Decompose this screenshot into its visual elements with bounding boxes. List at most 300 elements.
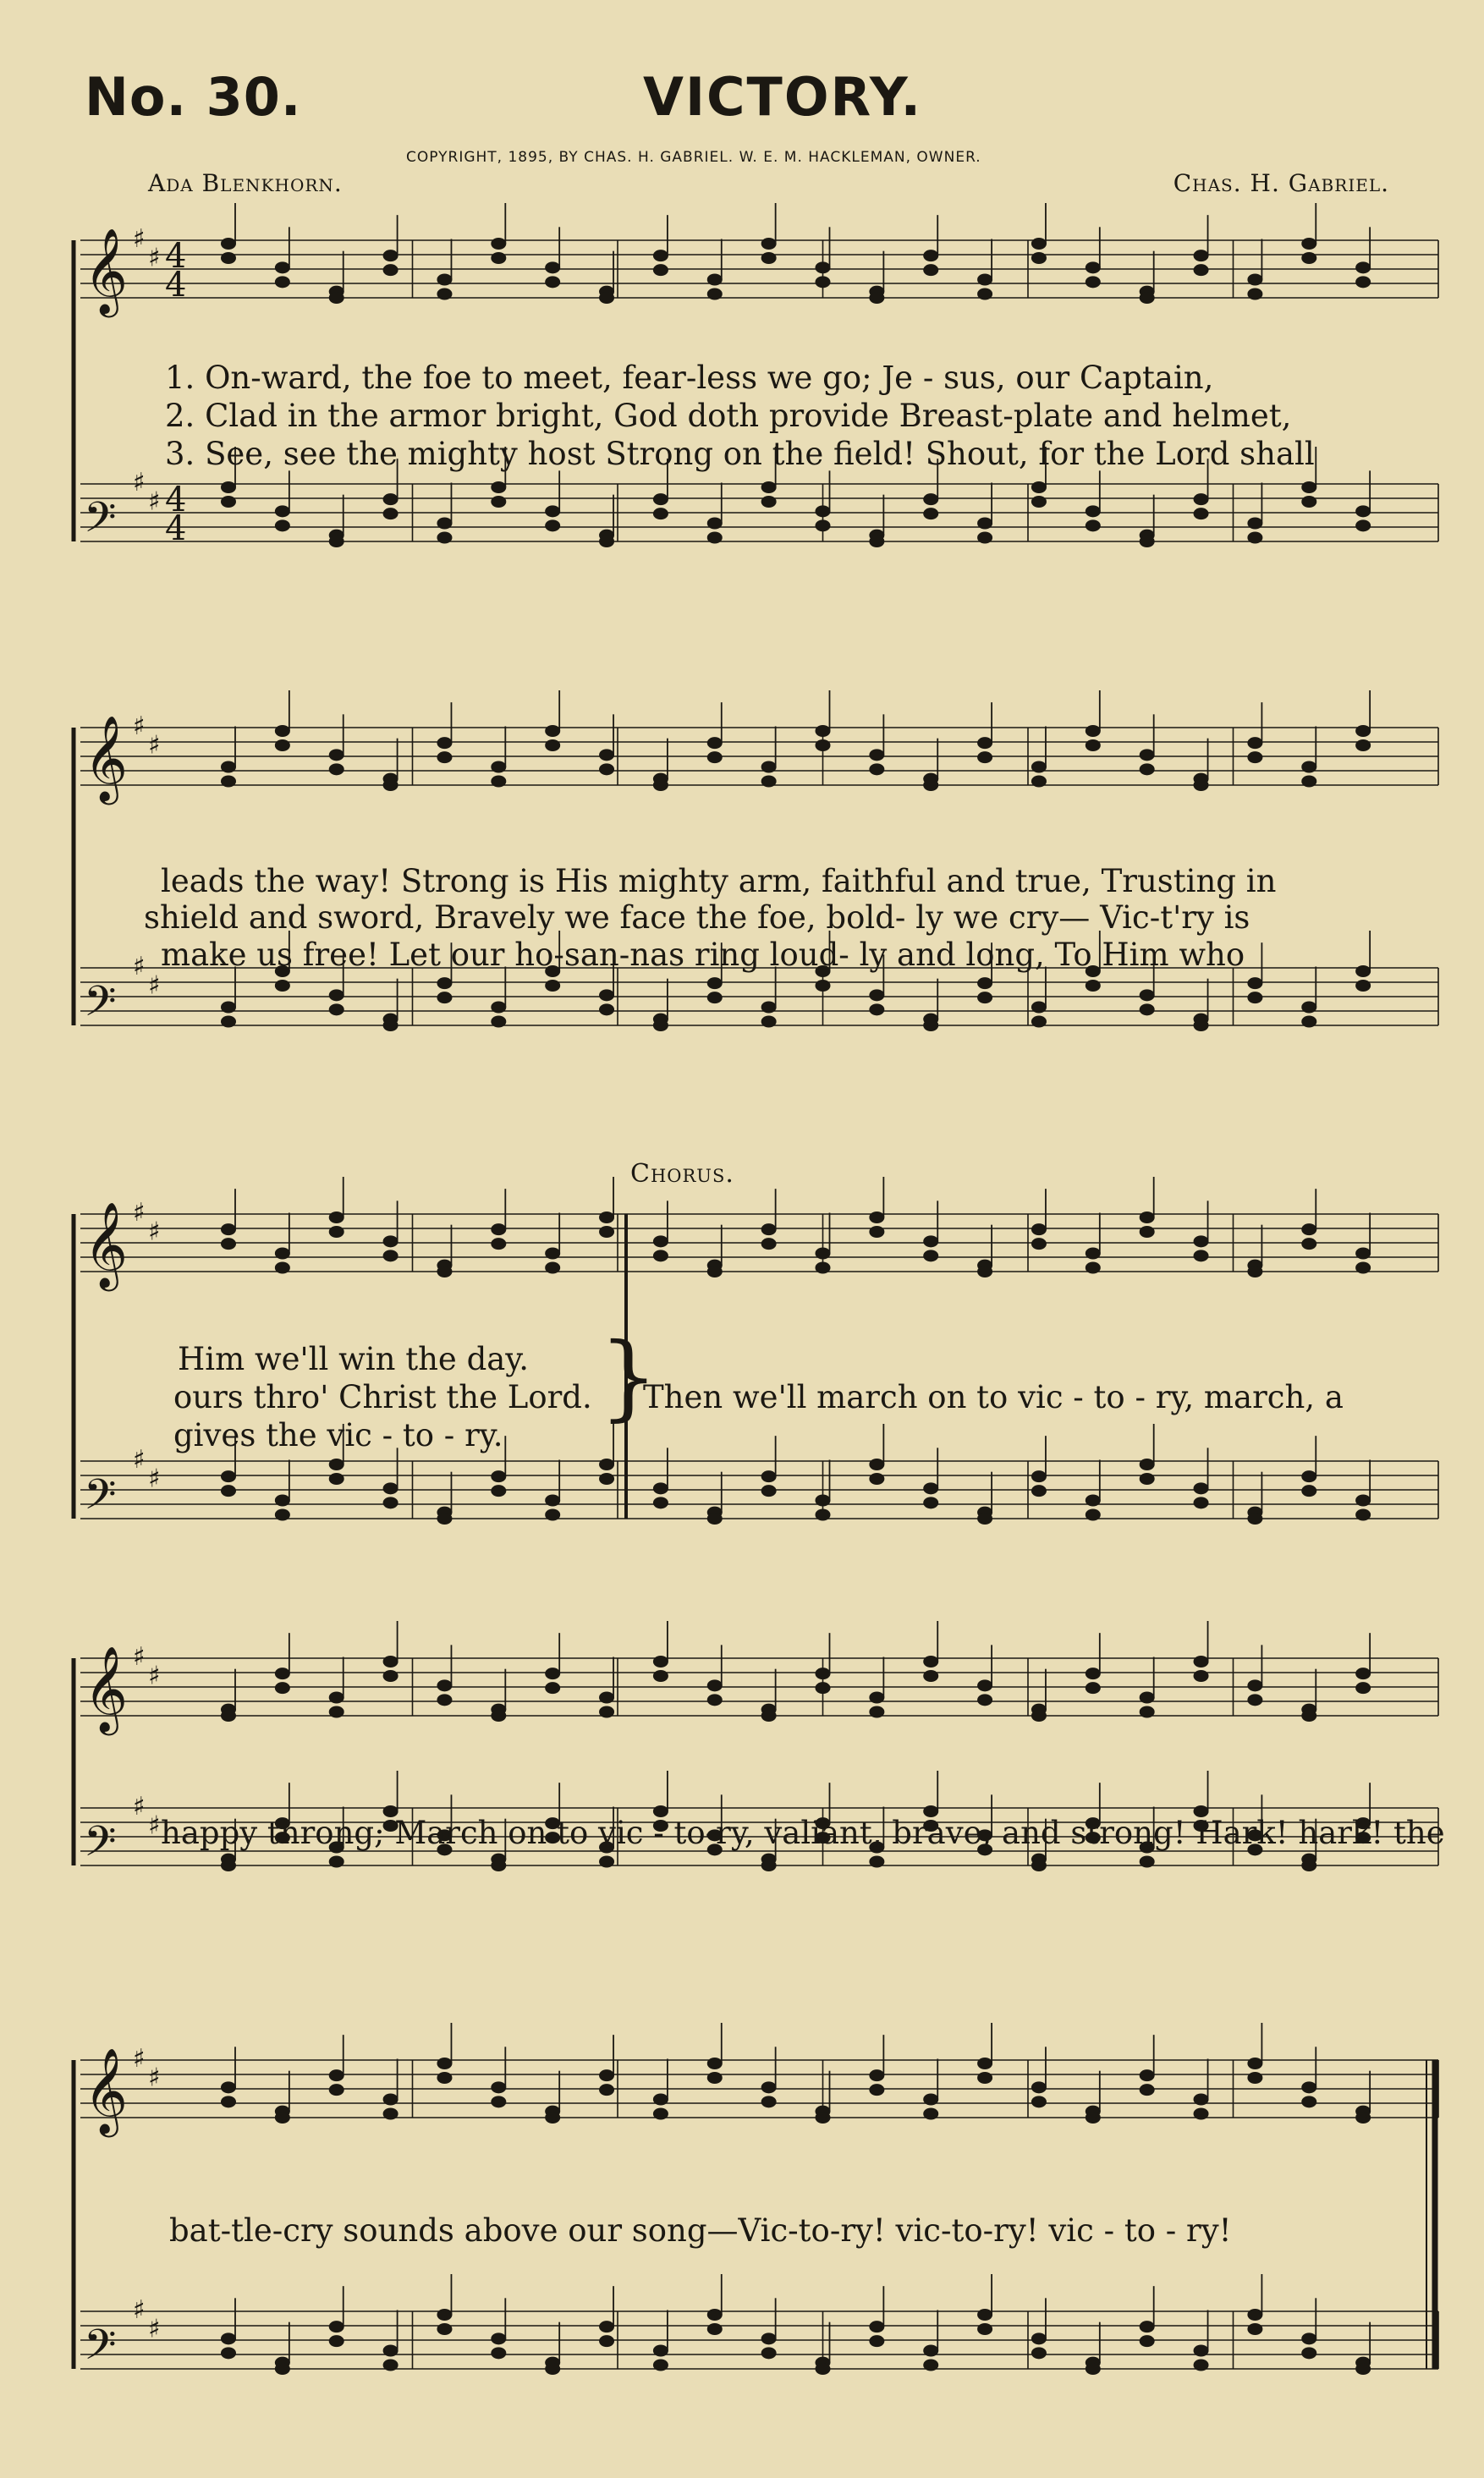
note-head bbox=[491, 776, 506, 788]
note-head bbox=[221, 1223, 236, 1235]
key-signature-sharp: ♯ bbox=[148, 2314, 161, 2344]
key-signature-sharp: ♯ bbox=[133, 1198, 146, 1228]
note-head bbox=[923, 493, 938, 505]
note-head bbox=[869, 989, 884, 1001]
note-head bbox=[977, 518, 992, 530]
note-head bbox=[599, 2321, 614, 2332]
note-head bbox=[437, 737, 452, 749]
note-head bbox=[1194, 779, 1209, 791]
note-head bbox=[977, 288, 992, 300]
note-head bbox=[1031, 1016, 1047, 1028]
note-head bbox=[329, 2321, 344, 2332]
note-head bbox=[761, 1485, 777, 1497]
note-head bbox=[761, 1470, 777, 1482]
note-head bbox=[1086, 2112, 1101, 2124]
note-head bbox=[1086, 1248, 1101, 1260]
note-head bbox=[1086, 261, 1101, 273]
note-head bbox=[491, 761, 506, 773]
note-head bbox=[761, 481, 777, 493]
note-head bbox=[653, 779, 668, 791]
note-head bbox=[1194, 1250, 1209, 1261]
note-head bbox=[329, 1692, 344, 1704]
note-head bbox=[707, 274, 723, 286]
time-signature: 4 bbox=[165, 266, 187, 305]
note-head bbox=[923, 2360, 938, 2371]
lyric-verse2-line: ours thro' Christ the Lord. bbox=[173, 1379, 592, 1415]
note-head bbox=[977, 2058, 992, 2069]
note-head bbox=[1086, 1682, 1101, 1694]
note-head bbox=[491, 1238, 506, 1250]
note-head bbox=[1086, 739, 1101, 751]
key-signature-sharp: ♯ bbox=[148, 486, 161, 517]
note-head bbox=[1031, 481, 1047, 493]
note-head bbox=[707, 1694, 723, 1706]
note-head bbox=[1031, 1002, 1047, 1014]
treble-clef: 𝄞 bbox=[84, 1645, 129, 1732]
note-head bbox=[599, 763, 614, 775]
note-head bbox=[1301, 1016, 1316, 1028]
note-head bbox=[1031, 2347, 1047, 2359]
note-head bbox=[1031, 1223, 1047, 1235]
note-head bbox=[1140, 989, 1155, 1001]
note-head bbox=[1031, 776, 1047, 788]
note-head bbox=[761, 761, 777, 773]
note-head bbox=[653, 1250, 668, 1261]
note-head bbox=[1140, 1003, 1155, 1015]
note-head bbox=[221, 1002, 236, 1014]
note-head bbox=[545, 1248, 560, 1260]
note-head bbox=[491, 1860, 506, 1871]
note-head bbox=[977, 2072, 992, 2084]
note-head bbox=[1355, 1682, 1371, 1694]
note-head bbox=[491, 1710, 506, 1722]
note-head bbox=[599, 989, 614, 1001]
note-head bbox=[329, 1212, 344, 1223]
note-head bbox=[545, 1682, 560, 1694]
note-head bbox=[869, 763, 884, 775]
note-head bbox=[816, 1682, 831, 1694]
note-head bbox=[1031, 238, 1047, 250]
note-head bbox=[545, 505, 560, 517]
note-head bbox=[383, 2094, 398, 2106]
note-head bbox=[707, 1266, 723, 1277]
note-head bbox=[1355, 1509, 1371, 1521]
note-head bbox=[221, 252, 236, 264]
note-head bbox=[1194, 1656, 1209, 1668]
note-head bbox=[707, 751, 723, 763]
note-head bbox=[1247, 1694, 1262, 1706]
note-head bbox=[599, 1226, 614, 1238]
note-head bbox=[275, 980, 290, 992]
note-head bbox=[221, 2096, 236, 2107]
note-head bbox=[545, 725, 560, 737]
note-head bbox=[1301, 1485, 1316, 1497]
note-head bbox=[491, 2096, 506, 2107]
note-head bbox=[1247, 992, 1262, 1003]
note-head bbox=[383, 1656, 398, 1668]
note-head bbox=[437, 1679, 452, 1691]
note-head bbox=[1194, 1670, 1209, 1682]
note-head bbox=[707, 992, 723, 1003]
key-signature-sharp: ♯ bbox=[148, 1464, 161, 1494]
note-head bbox=[599, 2084, 614, 2096]
lyric-refrain-line: bat-tle-cry sounds above our song—Vic-to-ry! vic-to-ry! vic - to - ry! bbox=[169, 2212, 1232, 2249]
note-head bbox=[491, 238, 506, 250]
note-head bbox=[1355, 261, 1371, 273]
note-head bbox=[1247, 2072, 1262, 2084]
note-head bbox=[221, 776, 236, 788]
note-head bbox=[599, 1692, 614, 1704]
note-head bbox=[1031, 2332, 1047, 2344]
time-signature: 4 bbox=[165, 481, 187, 519]
note-head bbox=[923, 264, 938, 276]
note-head bbox=[437, 992, 452, 1003]
treble-clef: 𝄞 bbox=[84, 2047, 129, 2134]
note-head bbox=[816, 980, 831, 992]
note-head bbox=[1301, 496, 1316, 508]
note-head bbox=[653, 2345, 668, 2357]
lyric-verse3-line: gives the vic - to - ry. bbox=[173, 1417, 503, 1453]
note-head bbox=[816, 725, 831, 737]
note-head bbox=[383, 2108, 398, 2120]
note-head bbox=[1194, 508, 1209, 519]
treble-clef: 𝄞 bbox=[84, 1201, 129, 1288]
note-head bbox=[1194, 2345, 1209, 2357]
note-head bbox=[1086, 276, 1101, 288]
note-head bbox=[275, 1248, 290, 1260]
note-head bbox=[761, 1710, 777, 1722]
note-head bbox=[275, 739, 290, 751]
note-head bbox=[1355, 1668, 1371, 1679]
note-head bbox=[491, 2332, 506, 2344]
note-head bbox=[1194, 2360, 1209, 2371]
note-head bbox=[707, 518, 723, 530]
note-head bbox=[599, 1003, 614, 1015]
note-head bbox=[1086, 725, 1101, 737]
note-head bbox=[383, 1670, 398, 1682]
note-head bbox=[1301, 1238, 1316, 1250]
note-head bbox=[816, 505, 831, 517]
key-signature-sharp: ♯ bbox=[133, 712, 146, 741]
note-head bbox=[1301, 2081, 1316, 2093]
note-head bbox=[1301, 776, 1316, 788]
key-signature-sharp: ♯ bbox=[133, 1792, 146, 1821]
note-head bbox=[491, 2347, 506, 2359]
note-head bbox=[1086, 505, 1101, 517]
note-head bbox=[1355, 1262, 1371, 1274]
note-head bbox=[221, 481, 236, 493]
note-head bbox=[1194, 264, 1209, 276]
note-head bbox=[869, 2321, 884, 2332]
note-head bbox=[329, 536, 344, 547]
note-head bbox=[1031, 1470, 1047, 1482]
treble-clef: 𝄞 bbox=[84, 227, 129, 314]
note-head bbox=[1194, 2094, 1209, 2106]
note-head bbox=[329, 1226, 344, 1238]
lyric-refrain-line: Then we'll march on to vic - to - ry, march, a bbox=[643, 1379, 1344, 1415]
note-head bbox=[1247, 274, 1262, 286]
note-head bbox=[653, 1497, 668, 1508]
note-head bbox=[653, 1670, 668, 1682]
note-head bbox=[1355, 2112, 1371, 2124]
lyric-verse1-line: Him we'll win the day. bbox=[178, 1341, 530, 1377]
note-head bbox=[1247, 2323, 1262, 2335]
note-head bbox=[491, 2081, 506, 2093]
note-head bbox=[1140, 1692, 1155, 1704]
key-signature-sharp: ♯ bbox=[148, 730, 161, 761]
note-head bbox=[491, 1223, 506, 1235]
note-head bbox=[1031, 1860, 1047, 1871]
key-signature-sharp: ♯ bbox=[133, 224, 146, 254]
note-head bbox=[275, 505, 290, 517]
key-signature-sharp: ♯ bbox=[148, 970, 161, 1001]
note-head bbox=[491, 1470, 506, 1482]
note-head bbox=[653, 2094, 668, 2106]
note-head bbox=[1355, 725, 1371, 737]
treble-clef: 𝄞 bbox=[84, 714, 129, 801]
note-head bbox=[599, 2069, 614, 2081]
note-head bbox=[383, 1235, 398, 1247]
note-head bbox=[383, 1497, 398, 1508]
note-head bbox=[653, 1235, 668, 1247]
note-head bbox=[329, 749, 344, 761]
chorus-label: Chorus. bbox=[630, 1159, 734, 1189]
note-head bbox=[816, 2363, 831, 2375]
note-head bbox=[923, 779, 938, 791]
key-signature-sharp: ♯ bbox=[148, 1661, 161, 1691]
note-head bbox=[761, 2347, 777, 2359]
note-head bbox=[383, 493, 398, 505]
note-head bbox=[1247, 1266, 1262, 1277]
note-head bbox=[977, 1513, 992, 1525]
note-head bbox=[653, 250, 668, 261]
note-head bbox=[599, 2335, 614, 2347]
note-head bbox=[977, 1266, 992, 1277]
note-head bbox=[599, 1212, 614, 1223]
note-head bbox=[383, 508, 398, 519]
note-head bbox=[923, 1019, 938, 1031]
note-head bbox=[221, 238, 236, 250]
note-head bbox=[221, 1238, 236, 1250]
note-head bbox=[1140, 1706, 1155, 1718]
note-head bbox=[707, 2072, 723, 2084]
note-head bbox=[761, 776, 777, 788]
note-head bbox=[653, 493, 668, 505]
note-head bbox=[545, 276, 560, 288]
note-head bbox=[977, 977, 992, 989]
note-head bbox=[761, 1016, 777, 1028]
note-head bbox=[707, 2309, 723, 2321]
note-head bbox=[1086, 2363, 1101, 2375]
note-head bbox=[491, 481, 506, 493]
note-head bbox=[545, 261, 560, 273]
note-head bbox=[1301, 252, 1316, 264]
note-head bbox=[923, 1497, 938, 1508]
note-head bbox=[437, 2323, 452, 2335]
note-head bbox=[977, 532, 992, 544]
note-head bbox=[1301, 481, 1316, 493]
note-head bbox=[816, 1248, 831, 1260]
bass-clef: 𝄢 bbox=[84, 2321, 117, 2380]
note-head bbox=[491, 252, 506, 264]
copyright-notice: COPYRIGHT, 1895, BY CHAS. H. GABRIEL. W. E. M. HACKLEMAN, OWNER. bbox=[406, 149, 981, 166]
key-signature-sharp: ♯ bbox=[133, 2044, 146, 2074]
note-head bbox=[1031, 1238, 1047, 1250]
note-head bbox=[329, 1459, 344, 1470]
note-head bbox=[545, 2363, 560, 2375]
note-head bbox=[1140, 292, 1155, 304]
note-head bbox=[1301, 1470, 1316, 1482]
note-head bbox=[545, 1262, 560, 1274]
note-head bbox=[1086, 1509, 1101, 1521]
note-head bbox=[1194, 493, 1209, 505]
note-head bbox=[869, 1692, 884, 1704]
note-head bbox=[545, 1509, 560, 1521]
key-signature-sharp: ♯ bbox=[148, 1810, 161, 1841]
note-head bbox=[1086, 1495, 1101, 1507]
note-head bbox=[869, 749, 884, 761]
note-head bbox=[1086, 1668, 1101, 1679]
note-head bbox=[599, 1459, 614, 1470]
note-head bbox=[599, 1473, 614, 1485]
note-head bbox=[707, 2323, 723, 2335]
note-head bbox=[977, 274, 992, 286]
note-head bbox=[1031, 2081, 1047, 2093]
note-head bbox=[437, 532, 452, 544]
author-credit: Ada Blenkhorn. bbox=[148, 169, 343, 197]
note-head bbox=[383, 779, 398, 791]
key-signature-sharp: ♯ bbox=[148, 243, 161, 273]
note-head bbox=[329, 1706, 344, 1718]
note-head bbox=[275, 1668, 290, 1679]
note-head bbox=[437, 274, 452, 286]
note-head bbox=[1301, 2096, 1316, 2107]
lyric-refrain-line: happy throng; March on to vic - to-ry, valiant, brave, and strong! Hark! hark! the bbox=[161, 1815, 1445, 1851]
note-head bbox=[383, 2345, 398, 2357]
note-head bbox=[761, 1223, 777, 1235]
note-head bbox=[653, 1482, 668, 1494]
note-head bbox=[707, 977, 723, 989]
note-head bbox=[1301, 1002, 1316, 1014]
note-head bbox=[383, 1250, 398, 1261]
lyric-verse1-line: 1. On-ward, the foe to meet, fear-less we go; Je - sus, our Captain, bbox=[165, 360, 1214, 396]
note-head bbox=[869, 2084, 884, 2096]
note-head bbox=[1247, 532, 1262, 544]
note-head bbox=[707, 1679, 723, 1691]
note-head bbox=[761, 252, 777, 264]
note-head bbox=[707, 532, 723, 544]
note-head bbox=[545, 519, 560, 531]
note-head bbox=[1247, 2309, 1262, 2321]
note-head bbox=[869, 1459, 884, 1470]
note-head bbox=[221, 2347, 236, 2359]
note-head bbox=[761, 1860, 777, 1871]
note-head bbox=[923, 508, 938, 519]
note-head bbox=[816, 2112, 831, 2124]
note-head bbox=[275, 2363, 290, 2375]
key-signature-sharp: ♯ bbox=[133, 952, 146, 981]
note-head bbox=[1140, 749, 1155, 761]
lyric-verse3-line: 3. See, see the mighty host Strong on the field! Shout, for the Lord shall bbox=[165, 436, 1315, 472]
note-head bbox=[1355, 965, 1371, 977]
note-head bbox=[816, 1495, 831, 1507]
note-head bbox=[923, 2094, 938, 2106]
note-head bbox=[491, 496, 506, 508]
note-head bbox=[491, 1016, 506, 1028]
note-head bbox=[923, 1250, 938, 1261]
note-head bbox=[1140, 1473, 1155, 1485]
time-signature: 4 bbox=[165, 509, 187, 548]
note-head bbox=[869, 1003, 884, 1015]
hymn-number: No. 30. bbox=[85, 66, 302, 128]
key-signature-sharp: ♯ bbox=[148, 1217, 161, 1247]
note-head bbox=[816, 1262, 831, 1274]
note-head bbox=[383, 2360, 398, 2371]
note-head bbox=[1140, 1459, 1155, 1470]
note-head bbox=[383, 250, 398, 261]
note-head bbox=[329, 1473, 344, 1485]
note-head bbox=[707, 288, 723, 300]
note-head bbox=[1031, 1485, 1047, 1497]
note-head bbox=[275, 1509, 290, 1521]
note-head bbox=[545, 739, 560, 751]
note-head bbox=[923, 1482, 938, 1494]
note-head bbox=[977, 751, 992, 763]
note-head bbox=[923, 1670, 938, 1682]
verse-brace: } bbox=[599, 1322, 658, 1431]
note-head bbox=[1355, 739, 1371, 751]
note-head bbox=[869, 1212, 884, 1223]
note-head bbox=[329, 292, 344, 304]
note-head bbox=[869, 536, 884, 547]
bass-clef: 𝄢 bbox=[84, 977, 117, 1036]
note-head bbox=[1140, 2335, 1155, 2347]
note-head bbox=[221, 1016, 236, 1028]
note-head bbox=[383, 1019, 398, 1031]
note-head bbox=[1194, 1019, 1209, 1031]
note-head bbox=[1355, 505, 1371, 517]
note-head bbox=[329, 763, 344, 775]
note-head bbox=[1247, 1679, 1262, 1691]
note-head bbox=[221, 1710, 236, 1722]
note-head bbox=[869, 1706, 884, 1718]
note-head bbox=[491, 1002, 506, 1014]
note-head bbox=[437, 977, 452, 989]
note-head bbox=[1247, 977, 1262, 989]
bass-clef: 𝄢 bbox=[84, 493, 117, 552]
note-head bbox=[545, 2112, 560, 2124]
note-head bbox=[869, 1226, 884, 1238]
note-head bbox=[977, 1694, 992, 1706]
note-head bbox=[653, 264, 668, 276]
note-head bbox=[1355, 1495, 1371, 1507]
lyric-verse2-line: shield and sword, Bravely we face the foe, bold- ly we cry— Vic-t'ry is bbox=[144, 899, 1250, 936]
note-head bbox=[761, 2332, 777, 2344]
note-head bbox=[437, 1513, 452, 1525]
note-head bbox=[816, 1509, 831, 1521]
note-head bbox=[437, 751, 452, 763]
note-head bbox=[1247, 751, 1262, 763]
note-head bbox=[1140, 1226, 1155, 1238]
note-head bbox=[275, 1495, 290, 1507]
note-head bbox=[761, 2081, 777, 2093]
note-head bbox=[221, 761, 236, 773]
note-head bbox=[275, 1262, 290, 1274]
key-signature-sharp: ♯ bbox=[148, 2063, 161, 2093]
key-signature-sharp: ♯ bbox=[133, 1445, 146, 1475]
key-signature-sharp: ♯ bbox=[133, 468, 146, 497]
note-head bbox=[437, 1694, 452, 1706]
